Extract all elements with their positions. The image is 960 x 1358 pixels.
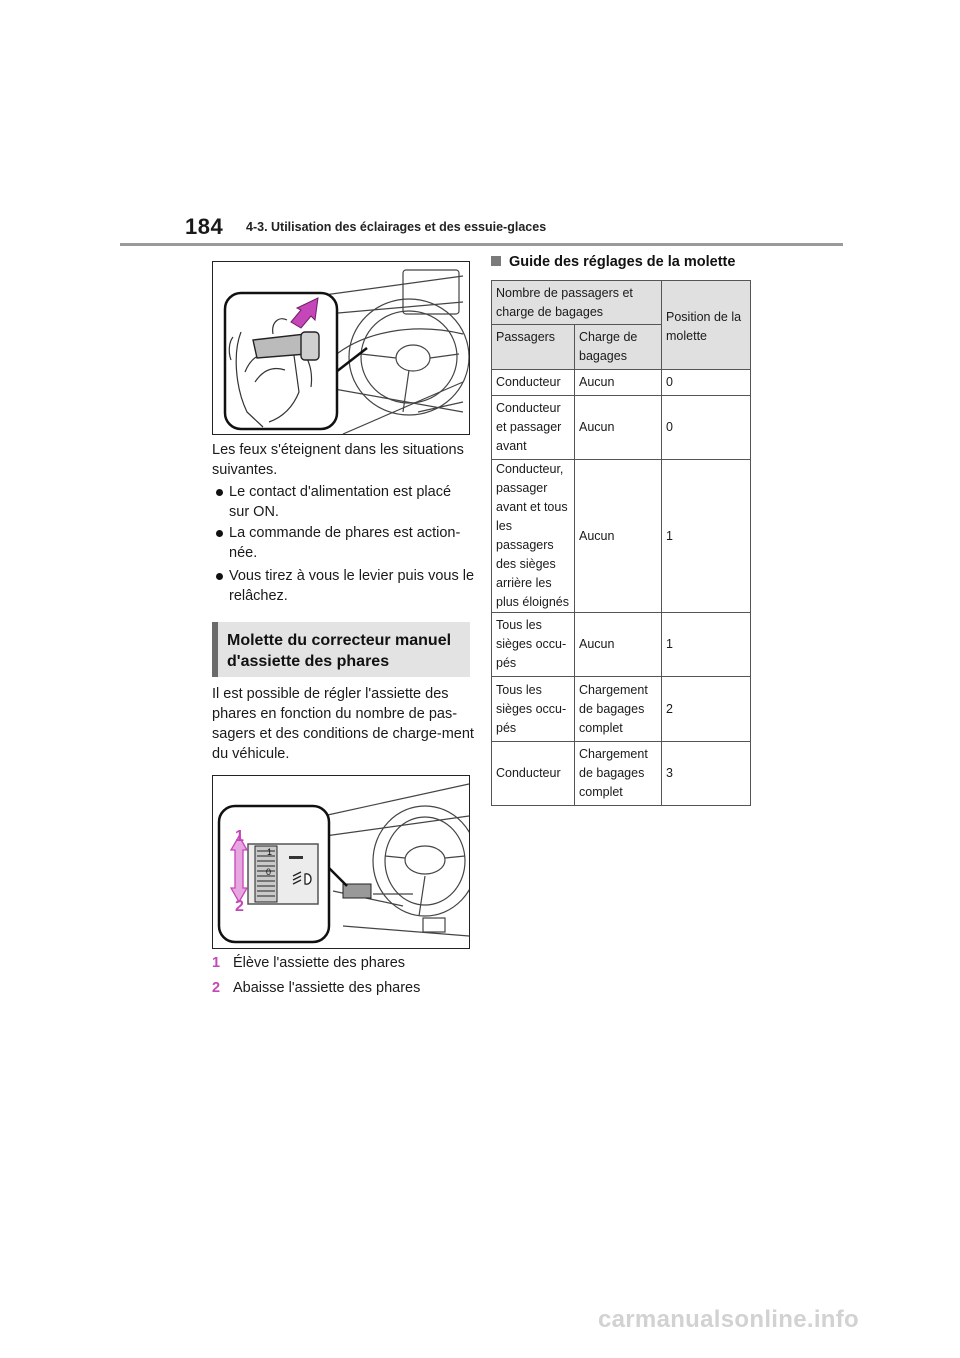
leveling-dial-illustration [212,775,470,949]
headlight-lever-illustration [212,261,470,435]
table-subheader-load: Charge de bagages [575,325,662,370]
table-row [492,396,751,460]
table-cell: 3 [662,742,751,806]
step-1 [212,953,405,973]
table-cell: 0 [662,370,751,396]
settings-table [491,280,751,806]
table-header-position: Position de la molette [662,281,751,370]
table-cell: Chargement de bagages complet [575,677,662,742]
table-cell: Aucun [575,370,662,396]
table-cell: Conducteur [492,370,575,396]
table-cell: 0 [662,396,751,460]
bullet-text: Vous tirez à vous le levier puis vous le relâchez. [229,568,475,604]
page-number: 184 [185,214,224,239]
table-cell: 2 [662,677,751,742]
step-text: Élève l'assiette des phares [233,955,406,971]
guide-heading [491,254,735,270]
table-cell: 1 [662,460,751,613]
bullet-text: Le contact d'alimentation est placé sur ON. [229,484,452,520]
table-cell: Conducteur [492,742,575,806]
table-cell: Aucun [575,460,662,613]
table-cell: 1 [662,613,751,677]
section-header-text: Molette du correcteur manuel d'assiette des phares [227,632,452,670]
step-2 [212,978,420,998]
table-subheader-passengers: Passagers [492,325,575,370]
step-text: Abaisse l'assiette des phares [233,980,421,996]
section-title: 4-3. Utilisation des éclairages et des essuie-glaces [246,220,547,234]
callout-2: 2 [235,898,244,915]
dial-mark-1: 1 [267,847,273,857]
table-cell: Chargement de bagages complet [575,742,662,806]
table-header-group: Nombre de passagers et charge de bagages [492,281,662,325]
table-row [492,370,751,396]
step-number: 2 [212,980,221,996]
step-number: 1 [212,955,221,971]
lights-off-intro: Les feux s'éteignent dans les situations suivantes. [212,442,464,478]
bullet-dot [216,530,223,537]
callout-1: 1 [235,828,244,845]
section-header-box [212,622,470,677]
guide-heading-text: Guide des réglages de la molette [509,254,736,270]
dial-mark-0: 0 [266,867,272,877]
bullet-text: La commande de phares est action-née. [229,525,461,561]
list-item [212,566,474,606]
table-row [492,613,751,677]
table-cell: Aucun [575,613,662,677]
watermark: carmanualsonline.info [598,1306,860,1333]
table-cell: Conducteur et passager avant [492,396,575,460]
table-row [492,742,751,806]
square-bullet-icon [491,256,501,266]
header-rule [120,243,843,246]
list-item [212,482,474,522]
list-item [212,523,474,563]
leveling-description: Il est possible de régler l'assiette des phares en fonction du nombre de pas-sagers et des conditions de charge-ment du véhicule. [212,686,474,762]
table-cell: Conducteur, passager avant et tous les passagers des sièges arrière les plus éloignés [492,460,575,613]
table-cell: Aucun [575,396,662,460]
table-cell: Tous les sièges occu-pés [492,613,575,677]
bullet-dot [216,489,223,496]
table-cell: Tous les sièges occu-pés [492,677,575,742]
table-row [492,677,751,742]
bullet-dot [216,573,223,580]
table-row [492,460,751,613]
